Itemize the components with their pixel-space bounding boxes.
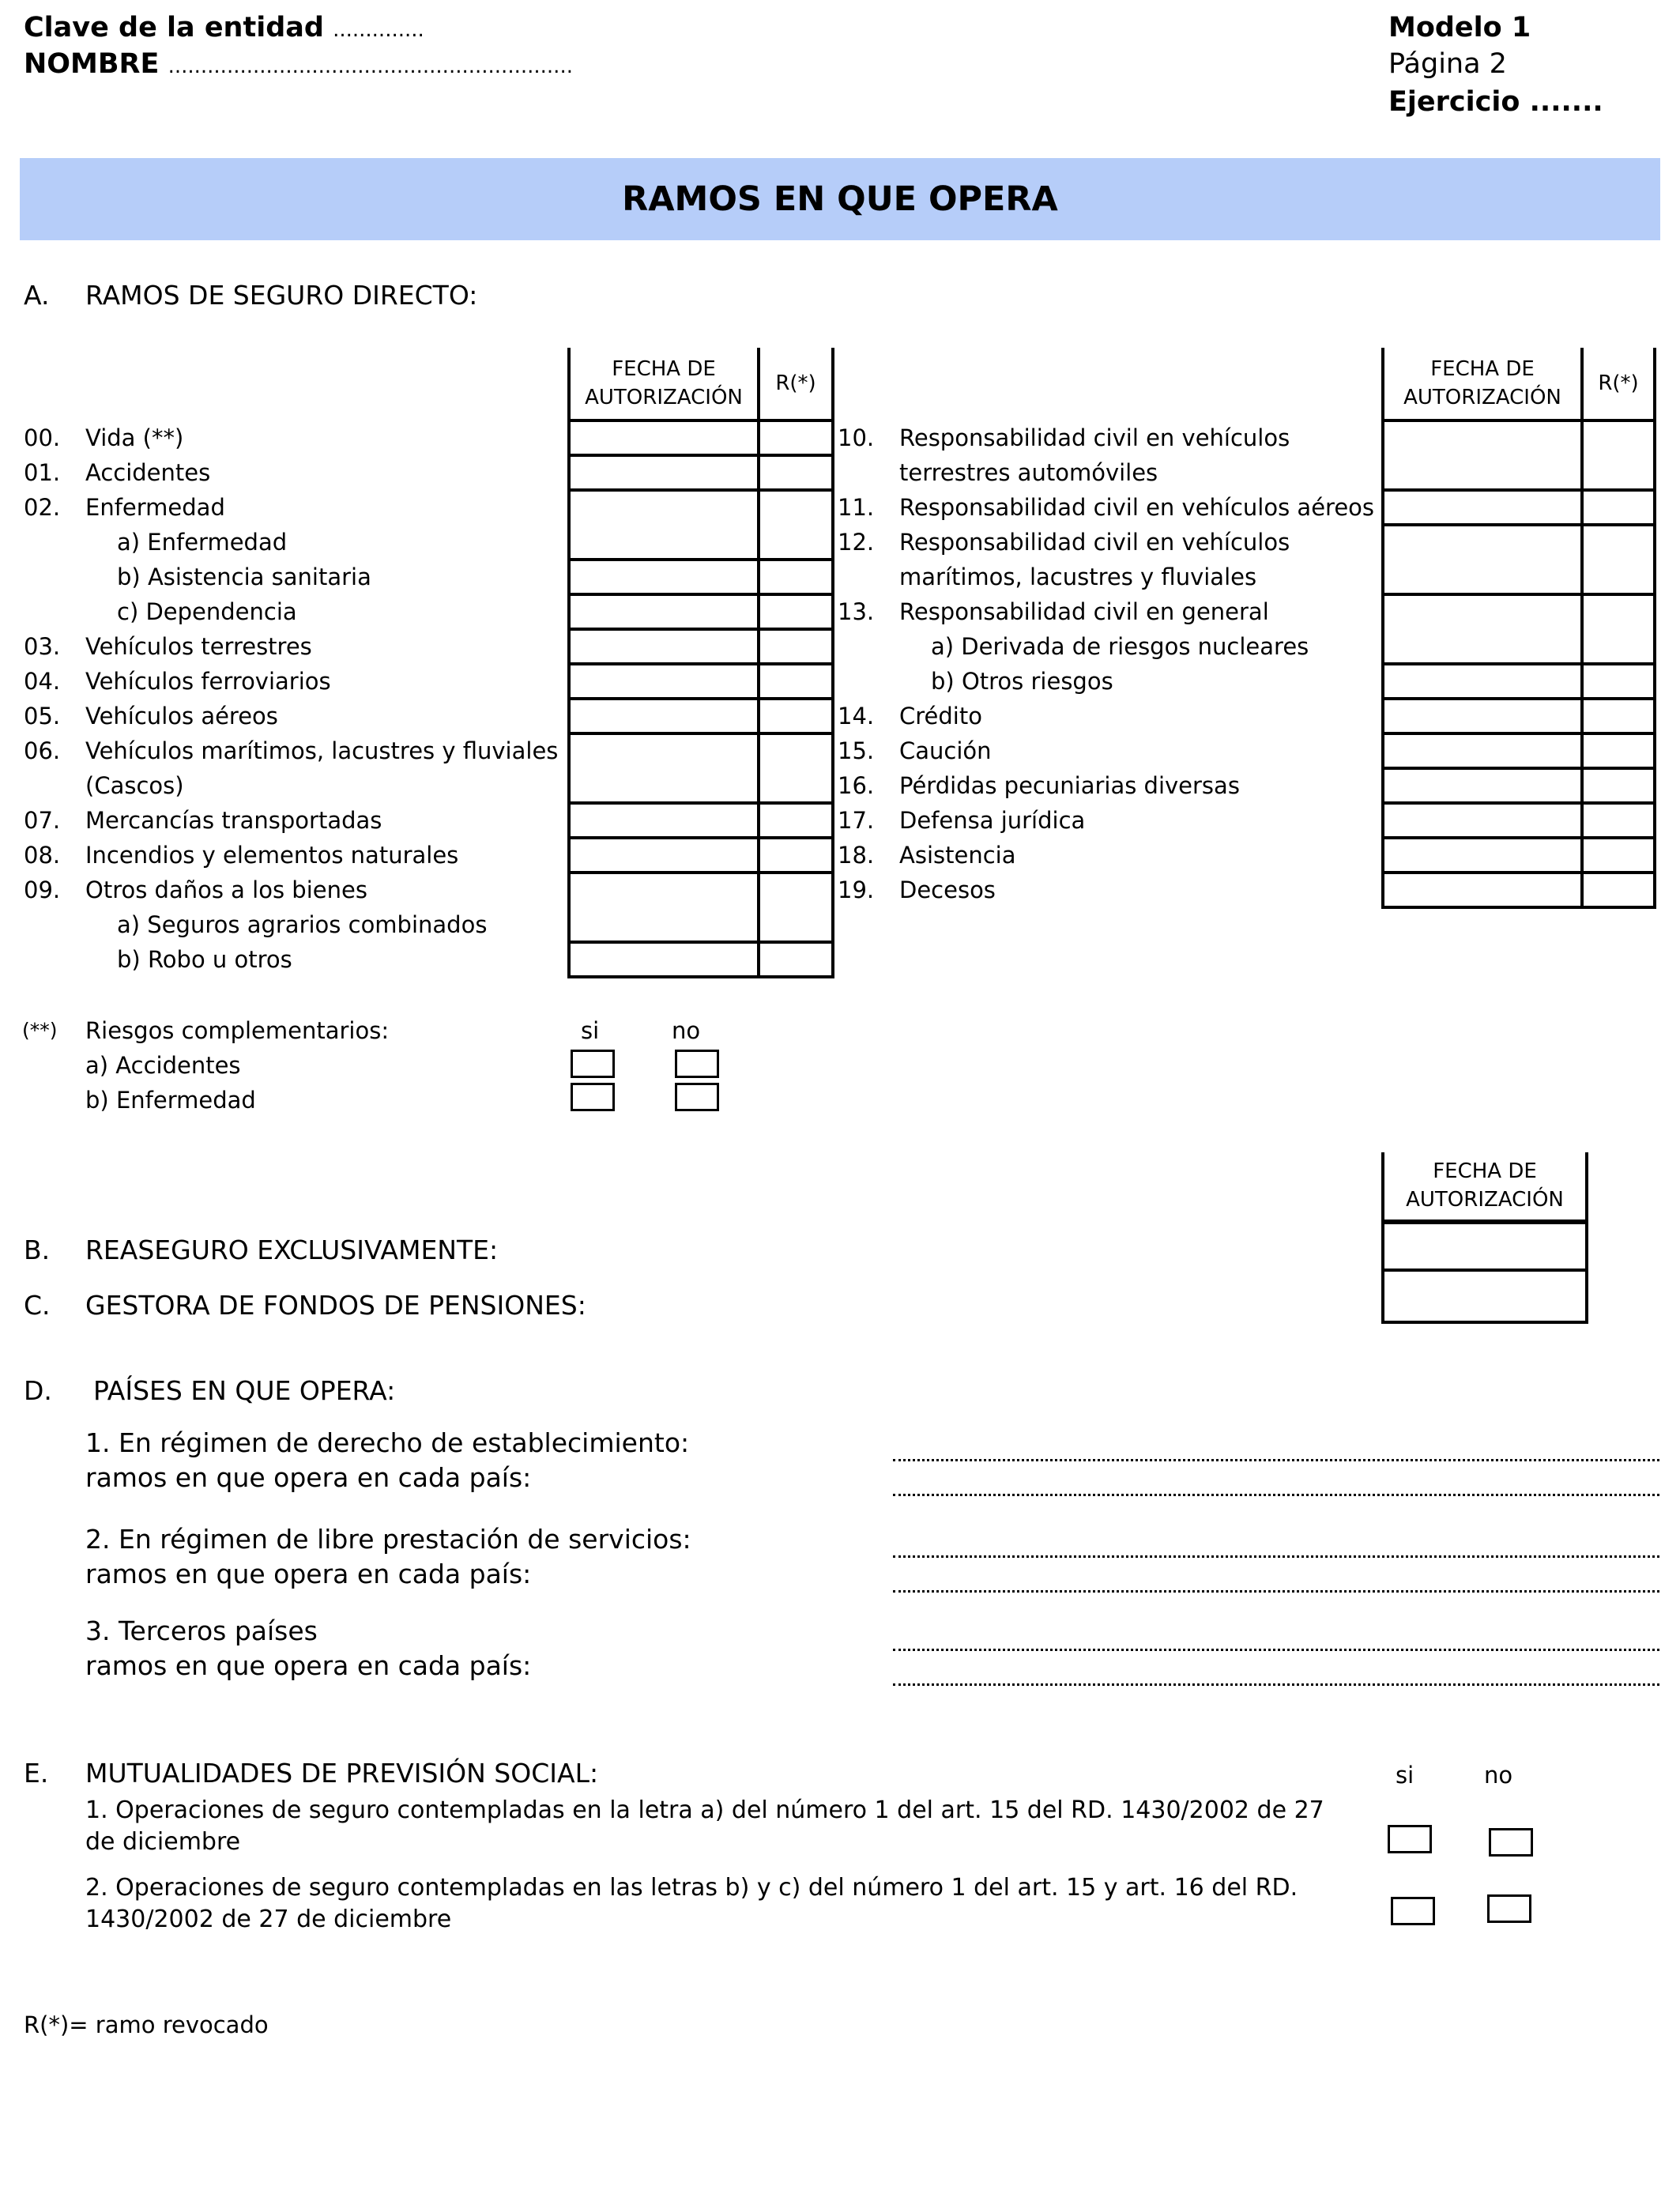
mutualidad-op1-line1: 1. Operaciones de seguro contempladas en la letra a) del número 1 del art. 15 del RD. 1430/2002 de 27 — [85, 1796, 1324, 1824]
libre-prestacion-entry-line-1[interactable] — [893, 1555, 1659, 1558]
ramo-number: 18. — [838, 842, 875, 869]
terceros-entry-line-2[interactable] — [893, 1683, 1659, 1686]
complementarios-mark: (**) — [22, 1019, 58, 1042]
enfermedad-no-checkbox[interactable] — [675, 1083, 719, 1111]
section-b-letter: B. — [24, 1235, 51, 1265]
ramo-number: 00. — [24, 424, 61, 451]
ramo-number: 15. — [838, 737, 875, 764]
ramo-label: Vehículos terrestres — [85, 633, 312, 660]
r-cell-09b[interactable] — [759, 942, 833, 977]
fecha-cell-15[interactable] — [1383, 733, 1582, 768]
r-cell-14[interactable] — [1582, 699, 1655, 733]
fecha-cell-10[interactable] — [1383, 420, 1582, 490]
r-cell-19[interactable] — [1582, 873, 1655, 907]
fecha-cell-05[interactable] — [569, 699, 759, 733]
fecha-cell-02b[interactable] — [569, 560, 759, 594]
ramo-label: marítimos, lacustres y fluviales — [899, 564, 1257, 590]
r-cell-03[interactable] — [759, 629, 833, 664]
op1-si-checkbox[interactable] — [1388, 1825, 1432, 1853]
ramo-label: Caución — [899, 737, 992, 764]
r-cell-06[interactable] — [759, 733, 833, 803]
section-a-title: RAMOS DE SEGURO DIRECTO: — [85, 280, 478, 311]
r-cell-11[interactable] — [1582, 490, 1655, 525]
ramo-label: Enfermedad — [85, 494, 225, 521]
footnote: R(*)= ramo revocado — [24, 2011, 269, 2038]
fecha-cell-17[interactable] — [1383, 803, 1582, 838]
r-cell-13b[interactable] — [1582, 664, 1655, 699]
pais-terceros-line1: 3. Terceros países — [85, 1615, 318, 1646]
ramo-label: Responsabilidad civil en vehículos aéreos — [899, 494, 1375, 521]
fecha-cell-09a[interactable] — [569, 873, 759, 942]
ramo-number: 17. — [838, 807, 875, 834]
ramo-label: (Cascos) — [85, 772, 184, 799]
ramo-label: Decesos — [899, 876, 996, 903]
fecha-cell-04[interactable] — [569, 664, 759, 699]
complementario-enfermedad: b) Enfermedad — [85, 1087, 256, 1114]
ramo-number: 11. — [838, 494, 875, 521]
ramo-label: Vehículos marítimos, lacustres y fluviales — [85, 737, 559, 764]
ramo-number: 05. — [24, 703, 61, 729]
ramo-label: Defensa jurídica — [899, 807, 1086, 834]
fecha-cell-08[interactable] — [569, 838, 759, 873]
libre-prestacion-entry-line-2[interactable] — [893, 1590, 1659, 1593]
ramo-label: Mercancías transportadas — [85, 807, 382, 834]
clave-label: Clave de la entidad — [24, 12, 324, 43]
terceros-entry-line-1[interactable] — [893, 1649, 1659, 1651]
section-d-title: PAÍSES EN QUE OPERA: — [93, 1375, 396, 1406]
enfermedad-si-checkbox[interactable] — [571, 1083, 615, 1111]
section-a-letter: A. — [24, 280, 50, 311]
op2-no-checkbox[interactable] — [1487, 1894, 1531, 1923]
complementarios-label: Riesgos complementarios: — [85, 1017, 390, 1044]
ramo-label: Pérdidas pecuniarias diversas — [899, 772, 1240, 799]
ejercicio-label: Ejercicio ....... — [1388, 86, 1603, 118]
r-cell-02c[interactable] — [759, 594, 833, 629]
section-b-title: REASEGURO EXCLUSIVAMENTE: — [85, 1235, 499, 1265]
ramo-number: 04. — [24, 668, 61, 695]
nombre-entidad — [24, 46, 573, 85]
fecha-cell-02a[interactable] — [569, 490, 759, 560]
r-cell-05[interactable] — [759, 699, 833, 733]
r-cell-04[interactable] — [759, 664, 833, 699]
fecha-cell-18[interactable] — [1383, 838, 1582, 873]
r-cell-00[interactable] — [759, 420, 833, 455]
section-e-title: MUTUALIDADES DE PREVISIÓN SOCIAL: — [85, 1758, 599, 1789]
mutualidad-op2-line2: 1430/2002 de 27 de diciembre — [85, 1906, 452, 1933]
col-fecha-header-right: FECHA DE AUTORIZACIÓN — [1383, 348, 1582, 420]
accidentes-si-checkbox[interactable] — [571, 1050, 615, 1078]
ramo-number: 12. — [838, 529, 875, 556]
right-fecha-table — [1381, 348, 1656, 909]
ramo-number: 09. — [24, 876, 61, 903]
mutualidades-no: no — [1484, 1762, 1513, 1789]
establecimiento-entry-line-1[interactable] — [893, 1459, 1659, 1461]
title-band — [20, 158, 1660, 240]
ramo-number: 19. — [838, 876, 875, 903]
col-r-header: R(*) — [759, 348, 833, 420]
col-r-header-right: R(*) — [1582, 348, 1655, 420]
mutualidades-si: si — [1396, 1762, 1414, 1789]
ramo-label: Accidentes — [85, 459, 211, 486]
ramo-number: 08. — [24, 842, 61, 869]
fecha-cell-16[interactable] — [1383, 768, 1582, 803]
clave-entidad — [24, 9, 424, 48]
nombre-dots: .............................................................. — [168, 55, 573, 78]
ramo-number: 10. — [838, 424, 875, 451]
ramo-label: b) Asistencia sanitaria — [117, 564, 371, 590]
ramo-label: Otros daños a los bienes — [85, 876, 367, 903]
r-cell-18[interactable] — [1582, 838, 1655, 873]
pais-terceros-line2: ramos en que opera en cada país: — [85, 1650, 532, 1681]
accidentes-no-checkbox[interactable] — [675, 1050, 719, 1078]
nombre-label: NOMBRE — [24, 48, 160, 80]
fecha-cell-03[interactable] — [569, 629, 759, 664]
reaseguro-fecha-cell[interactable] — [1381, 1220, 1588, 1272]
section-c-title: GESTORA DE FONDOS DE PENSIONES: — [85, 1290, 586, 1321]
left-fecha-table — [567, 348, 834, 978]
ramo-label: Asistencia — [899, 842, 1016, 869]
col-fecha-header: FECHA DE AUTORIZACIÓN — [569, 348, 759, 420]
complementarios-no: no — [672, 1017, 701, 1044]
ramo-label: Vida (**) — [85, 424, 184, 451]
r-cell-17[interactable] — [1582, 803, 1655, 838]
r-cell-09a[interactable] — [759, 873, 833, 942]
complementario-accidentes: a) Accidentes — [85, 1052, 241, 1079]
fecha-cell-19[interactable] — [1383, 873, 1582, 907]
fecha-cell-09b[interactable] — [569, 942, 759, 977]
ramo-number: 16. — [838, 772, 875, 799]
r-cell-12[interactable] — [1582, 525, 1655, 594]
r-cell-13a[interactable] — [1582, 594, 1655, 664]
fecha-cell-00[interactable] — [569, 420, 759, 455]
pais-libre-prestacion-line2: ramos en que opera en cada país: — [85, 1559, 532, 1589]
establecimiento-entry-line-2[interactable] — [893, 1494, 1659, 1496]
r-cell-15[interactable] — [1582, 733, 1655, 768]
fecha-cell-06[interactable] — [569, 733, 759, 803]
r-cell-02b[interactable] — [759, 560, 833, 594]
ramo-label: a) Seguros agrarios combinados — [117, 911, 488, 938]
pais-establecimiento-line1: 1. En régimen de derecho de establecimiento: — [85, 1427, 690, 1458]
fecha-cell-14[interactable] — [1383, 699, 1582, 733]
modelo-label: Modelo 1 — [1388, 12, 1531, 43]
mutualidad-op1-line2: de diciembre — [85, 1828, 241, 1856]
ramo-label: b) Robo u otros — [117, 946, 292, 973]
fecha-cell-12[interactable] — [1383, 525, 1582, 594]
ramo-number: 02. — [24, 494, 61, 521]
ramo-label: b) Otros riesgos — [931, 668, 1113, 695]
ramo-label: Incendios y elementos naturales — [85, 842, 459, 869]
r-cell-10[interactable] — [1582, 420, 1655, 490]
bc-fecha-header: FECHA DE AUTORIZACIÓN — [1406, 1159, 1564, 1212]
clave-dots: .............. — [333, 18, 424, 42]
ramo-label: Responsabilidad civil en general — [899, 598, 1269, 625]
fecha-cell-02c[interactable] — [569, 594, 759, 629]
section-d-letter: D. — [24, 1375, 52, 1406]
ramo-label: a) Derivada de riesgos nucleares — [931, 633, 1309, 660]
pais-establecimiento-line2: ramos en que opera en cada país: — [85, 1462, 532, 1493]
section-e-letter: E. — [24, 1758, 49, 1789]
section-c-letter: C. — [24, 1290, 51, 1321]
r-cell-01[interactable] — [759, 455, 833, 490]
op1-no-checkbox[interactable] — [1489, 1828, 1533, 1857]
ramo-number: 14. — [838, 703, 875, 729]
mutualidad-op2-line1: 2. Operaciones de seguro contempladas en las letras b) y c) del número 1 del art. 15 y art. 16 del RD. — [85, 1874, 1298, 1902]
page-title: RAMOS EN QUE OPERA — [622, 179, 1058, 219]
fecha-cell-13a[interactable] — [1383, 594, 1582, 664]
r-cell-07[interactable] — [759, 803, 833, 838]
ramo-label: a) Enfermedad — [117, 529, 288, 556]
bc-fecha-header-frame — [1381, 1152, 1588, 1222]
ramo-label: terrestres automóviles — [899, 459, 1158, 486]
fecha-cell-11[interactable] — [1383, 490, 1582, 525]
ramo-number: 01. — [24, 459, 61, 486]
op2-si-checkbox[interactable] — [1391, 1897, 1435, 1925]
ramo-label: c) Dependencia — [117, 598, 297, 625]
ramo-label: Vehículos ferroviarios — [85, 668, 331, 695]
pais-libre-prestacion-line1: 2. En régimen de libre prestación de servicios: — [85, 1524, 691, 1555]
ramo-label: Vehículos aéreos — [85, 703, 278, 729]
fecha-cell-01[interactable] — [569, 455, 759, 490]
complementarios-si: si — [581, 1017, 600, 1044]
gestora-fecha-cell[interactable] — [1381, 1269, 1588, 1324]
fecha-cell-13b[interactable] — [1383, 664, 1582, 699]
r-cell-02a[interactable] — [759, 490, 833, 560]
ramo-label: Responsabilidad civil en vehículos — [899, 529, 1290, 556]
r-cell-16[interactable] — [1582, 768, 1655, 803]
ramo-label: Crédito — [899, 703, 982, 729]
ramo-number: 03. — [24, 633, 61, 660]
ramo-number: 07. — [24, 807, 61, 834]
pagina-label: Página 2 — [1388, 48, 1507, 80]
fecha-cell-07[interactable] — [569, 803, 759, 838]
r-cell-08[interactable] — [759, 838, 833, 873]
ramo-number: 06. — [24, 737, 61, 764]
ramo-label: Responsabilidad civil en vehículos — [899, 424, 1290, 451]
ramo-number: 13. — [838, 598, 875, 625]
